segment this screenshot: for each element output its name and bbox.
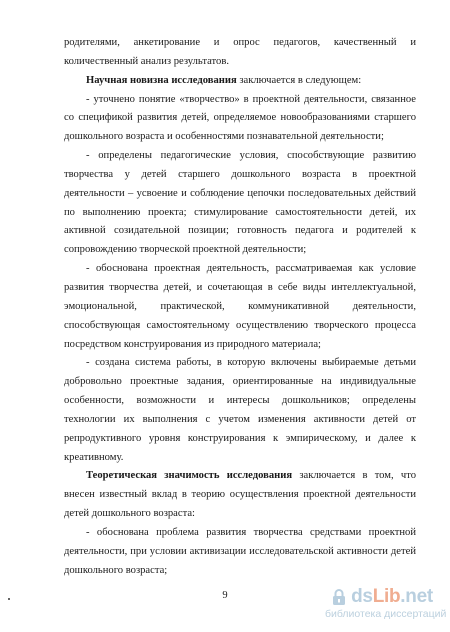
watermark-logo-row — [325, 586, 440, 608]
page-number: 9 — [222, 590, 228, 601]
watermark — [325, 586, 447, 621]
paragraph-4 — [64, 147, 416, 260]
body-text — [64, 34, 416, 580]
watermark-logo-net: .net — [400, 586, 433, 607]
watermark-logo-ds: ds — [351, 586, 373, 607]
paragraph-8-text: - обоснована проблема развития творчества средствами проектной деятельности, при условии активизации исследовательской активности детей дошкольного возраста; — [64, 526, 416, 576]
paragraph-4-text: - определены педагогические условия, способствующие развитию творчества у детей старшего дошкольного возраста в проектной деятельности – усвоение и соблюдение цепочки последовательных действий по выполнению проекта; стимулирование самостоятельности детей, их активной созидательной позиции; готовность педагога и родителей к сопровождению творческой проектной деятельности; — [64, 150, 416, 256]
paragraph-1 — [64, 34, 416, 72]
section-heading-significance: Теоретическая значимость исследования — [86, 470, 293, 482]
paragraph-5-text: - обоснована проектная деятельность, рассматриваемая как условие развития творчества детей, и сочетающая в себе виды интеллектуальной, эмоциональной, практической, коммуникативной деятельности, способствующая самостоятельному осуществлению творческого процесса посредством конструирования из природного материала; — [64, 263, 416, 350]
paragraph-1-text: родителями, анкетирование и опрос педагогов, качественный и количественный анализ результатов. — [64, 37, 416, 67]
scan-dot — [8, 598, 10, 600]
watermark-subtitle: библиотека диссертаций — [325, 608, 447, 620]
paragraph-8 — [64, 524, 416, 581]
paragraph-5 — [64, 260, 416, 354]
watermark-logo-lib: Lib — [372, 586, 401, 607]
paragraph-2 — [64, 72, 416, 91]
lock-icon — [332, 588, 346, 606]
paragraph-2-text: заключается в следующем: — [236, 74, 362, 86]
watermark-logo — [351, 586, 433, 608]
paragraph-6-text: - создана система работы, в которую включены выбираемые детьми добровольно проектные задания, ориентированные на индивидуальные особенности, возможности и интересы дошкольников; определены технологии их выполнения с учетом изменения активности детей от репродуктивного уровня конструирования к эмпирическому, и далее к креативному. — [64, 357, 416, 463]
paragraph-3-text: - уточнено понятие «творчество» в проектной деятельности, связанное со спецификой развития детей, определяемое новообразованиями старшего дошкольного возраста и особенностями познавательной деятельности; — [64, 93, 416, 143]
section-heading-novelty: Научная новизна исследования — [86, 74, 237, 86]
paragraph-7-text: заключается в том, что внесен известный вклад в теорию осуществления проектной деятельности детей дошкольного возраста: — [64, 470, 416, 520]
paragraph-3 — [64, 91, 416, 148]
paragraph-7 — [64, 467, 416, 524]
paragraph-6 — [64, 354, 416, 467]
